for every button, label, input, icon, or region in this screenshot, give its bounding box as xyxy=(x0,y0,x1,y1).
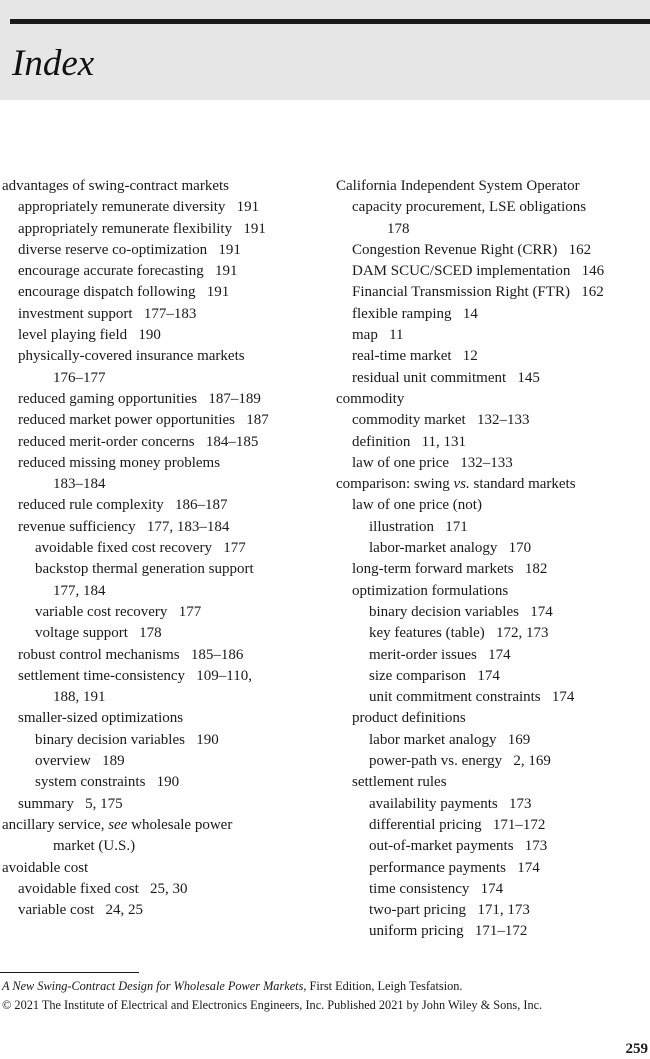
page-reference: 189 xyxy=(102,753,125,770)
page-reference: 177 xyxy=(223,540,246,557)
index-entry xyxy=(336,921,650,942)
entry-term: residual unit commitment xyxy=(352,369,507,386)
entry-term: binary decision variables xyxy=(369,603,519,620)
page-reference: 145 xyxy=(517,369,540,386)
page-reference: 109–110, xyxy=(196,667,252,684)
index-entry xyxy=(2,815,322,836)
index-entry xyxy=(2,858,322,879)
index-entry xyxy=(336,559,650,580)
entry-term: product definitions xyxy=(352,710,466,727)
index-entry xyxy=(336,794,650,815)
entry-term: backstop thermal generation support xyxy=(35,561,254,578)
page-title: Index xyxy=(12,43,95,84)
page-reference: 184–185 xyxy=(205,433,259,450)
entry-term: voltage support xyxy=(35,625,128,642)
entry-term: unit commitment constraints xyxy=(369,689,541,706)
index-entry xyxy=(2,623,322,644)
page-reference: 24, 25 xyxy=(105,902,143,919)
page-reference: 171–172 xyxy=(474,923,528,940)
entry-term: flexible ramping xyxy=(352,305,452,322)
entry-term: performance payments xyxy=(369,859,507,876)
index-entry xyxy=(2,559,322,580)
page-reference: 174 xyxy=(517,859,540,876)
index-entry xyxy=(2,410,322,431)
index-entry xyxy=(2,219,322,240)
entry-term: reduced missing money problems xyxy=(18,454,221,471)
index-entry xyxy=(2,282,322,303)
index-entry xyxy=(2,197,322,218)
index-entry-continuation xyxy=(336,219,650,240)
index-column-right xyxy=(336,176,650,943)
page-reference: 162 xyxy=(568,241,592,258)
entry-term: reduced merit-order concerns xyxy=(18,433,195,450)
index-entry xyxy=(2,325,322,346)
index-entry-continuation xyxy=(2,687,322,708)
page-reference: 171 xyxy=(445,518,468,535)
entry-term: reduced gaming opportunities xyxy=(18,390,198,407)
index-entry xyxy=(2,240,322,261)
page-reference: 190 xyxy=(156,774,180,791)
entry-term: time consistency xyxy=(369,880,470,897)
entry-term: 176–177 xyxy=(53,369,106,386)
entry-term: optimization formulations xyxy=(352,582,509,599)
entry-term: appropriately remunerate diversity xyxy=(18,199,226,216)
index-entry xyxy=(336,623,650,644)
entry-term: 188, 191 xyxy=(53,689,106,706)
entry-term: avoidable fixed cost xyxy=(18,880,139,897)
index-entry xyxy=(336,687,650,708)
page-reference: 173 xyxy=(508,795,532,812)
entry-term: law of one price (not) xyxy=(352,497,482,514)
page-reference: 171, 173 xyxy=(477,902,530,919)
page-number: 259 xyxy=(625,1041,648,1057)
see-target: wholesale power xyxy=(131,816,233,833)
entry-term: differential pricing xyxy=(369,816,482,833)
index-entry xyxy=(2,261,322,282)
index-entry-continuation xyxy=(2,368,322,389)
page-reference: 174 xyxy=(488,646,511,663)
page-reference: 14 xyxy=(462,305,478,322)
page-reference: 187–189 xyxy=(208,390,261,407)
page-reference: 177 xyxy=(178,603,202,620)
entry-term: robust control mechanisms xyxy=(18,646,180,663)
entry-term: labor market analogy xyxy=(369,731,497,748)
page-reference: 177–183 xyxy=(143,305,197,322)
page-reference: 186–187 xyxy=(175,497,228,514)
index-entry xyxy=(2,602,322,623)
index-entry xyxy=(336,815,650,836)
index-entry xyxy=(2,794,322,815)
entry-term: level playing field xyxy=(18,327,128,344)
index-entry xyxy=(336,900,650,921)
index-entry xyxy=(2,879,322,900)
index-entry xyxy=(336,879,650,900)
header-rule xyxy=(10,19,650,24)
index-entry xyxy=(2,495,322,516)
page-reference: 174 xyxy=(530,603,553,620)
index-entry xyxy=(2,900,322,921)
page-reference: 177, 183–184 xyxy=(146,518,230,535)
page-reference: 173 xyxy=(524,838,548,855)
entry-term: settlement time-consistency xyxy=(18,667,186,684)
entry-term: diverse reserve co-optimization xyxy=(18,241,208,258)
entry-term: uniform pricing xyxy=(369,923,464,940)
index-entry xyxy=(336,645,650,666)
index-entry-continuation xyxy=(2,836,322,857)
entry-term: appropriately remunerate flexibility xyxy=(18,220,233,237)
page-reference: 25, 30 xyxy=(150,880,188,897)
page-reference: 174 xyxy=(480,880,504,897)
page-reference: 191 xyxy=(218,241,241,258)
entry-term: capacity procurement, LSE obligations xyxy=(352,199,587,216)
index-entry xyxy=(336,538,650,559)
page-reference: 11 xyxy=(389,327,404,344)
index-entry xyxy=(2,666,322,687)
index-entry xyxy=(2,304,322,325)
page-reference: 191 xyxy=(214,263,238,280)
index-entry xyxy=(336,261,650,282)
page-reference: 191 xyxy=(243,220,266,237)
footer-book-title: A New Swing-Contract Design for Wholesale Power Markets xyxy=(2,979,304,993)
entry-term: smaller-sized optimizations xyxy=(18,710,184,727)
entry-term: market (U.S.) xyxy=(53,838,136,855)
index-entry xyxy=(336,602,650,623)
page-reference: 2, 169 xyxy=(513,753,551,770)
index-entry xyxy=(336,836,650,857)
entry-term: 177, 184 xyxy=(53,582,106,599)
index-entry xyxy=(336,730,650,751)
index-entry xyxy=(336,453,650,474)
entry-term: encourage accurate forecasting xyxy=(18,263,204,280)
entry-term: merit-order issues xyxy=(369,646,477,663)
index-entry xyxy=(2,708,322,729)
entry-term: variable cost recovery xyxy=(35,603,168,620)
index-entry xyxy=(336,176,650,197)
page-reference: 178 xyxy=(139,625,162,642)
entry-term: California Independent System Operator xyxy=(336,178,580,194)
page-reference: 146 xyxy=(581,263,605,280)
entry-term: avoidable cost xyxy=(2,859,89,876)
index-entry xyxy=(336,368,650,389)
entry-term: definition xyxy=(352,433,411,450)
entry-term: commodity xyxy=(336,390,405,407)
entry-term: DAM SCUC/SCED implementation xyxy=(352,263,571,280)
entry-term: advantages of swing-contract markets xyxy=(2,178,229,194)
page-reference: 174 xyxy=(551,689,575,706)
page-reference: 172, 173 xyxy=(496,625,549,642)
entry-term: power-path vs. energy xyxy=(369,753,503,770)
index-entry xyxy=(2,517,322,538)
page-reference: 191 xyxy=(206,284,230,301)
index-entry xyxy=(2,772,322,793)
index-entry xyxy=(336,389,650,410)
entry-term: availability payments xyxy=(369,795,498,812)
entry-term: Financial Transmission Right (FTR) xyxy=(352,284,570,301)
entry-term: binary decision variables xyxy=(35,731,185,748)
entry-term: key features (table) xyxy=(369,625,485,642)
entry-term: investment support xyxy=(18,305,133,322)
index-entry xyxy=(2,538,322,559)
entry-term: summary xyxy=(18,795,74,812)
page-reference: 170 xyxy=(508,540,532,557)
entry-term: real-time market xyxy=(352,348,452,365)
chapter-header xyxy=(0,0,650,100)
index-entry xyxy=(336,495,650,516)
index-entry xyxy=(2,730,322,751)
entry-term: labor-market analogy xyxy=(369,540,498,557)
page-reference: 187 xyxy=(246,412,269,429)
page-reference: 182 xyxy=(524,561,548,578)
index-entry xyxy=(336,751,650,772)
index-entry xyxy=(336,858,650,879)
index-entry xyxy=(2,645,322,666)
entry-term: out-of-market payments xyxy=(369,838,514,855)
entry-term: map xyxy=(352,327,378,344)
index-entry xyxy=(336,708,650,729)
index-entry xyxy=(336,282,650,303)
entry-term: 183–184 xyxy=(53,476,106,493)
page-reference: 132–133 xyxy=(476,412,530,429)
footer-citation xyxy=(2,978,462,994)
entry-term: reduced rule complexity xyxy=(18,497,164,514)
footnote-rule xyxy=(0,972,139,973)
index-entry xyxy=(336,304,650,325)
index-entry xyxy=(2,751,322,772)
vs-word: vs. xyxy=(453,476,470,493)
index-entry xyxy=(336,432,650,453)
entry-term: revenue sufficiency xyxy=(18,518,136,535)
page-reference: 169 xyxy=(507,731,531,748)
index-entry xyxy=(336,474,650,495)
entry-term: two-part pricing xyxy=(369,902,467,919)
page-reference: 185–186 xyxy=(190,646,244,663)
entry-term: physically-covered insurance markets xyxy=(18,348,245,365)
index-entry xyxy=(336,581,650,602)
entry-term: system constraints xyxy=(35,774,146,791)
entry-term: long-term forward markets xyxy=(352,561,514,578)
index-entry xyxy=(2,346,322,367)
entry-term: Congestion Revenue Right (CRR) xyxy=(352,241,558,258)
entry-term: variable cost xyxy=(18,902,95,919)
index-column-left xyxy=(2,176,322,921)
footer-copyright: © 2021 The Institute of Electrical and Electronics Engineers, Inc. Published 2021 by John Wiley & Sons, Inc. xyxy=(2,998,543,1012)
entry-term: law of one price xyxy=(352,454,450,471)
entry-term: 178 xyxy=(387,220,410,237)
page-reference: 190 xyxy=(196,731,219,748)
entry-term: avoidable fixed cost recovery xyxy=(35,540,213,557)
index-entry xyxy=(2,176,322,197)
index-entry xyxy=(336,772,650,793)
index-entry xyxy=(336,346,650,367)
index-entry xyxy=(2,432,322,453)
entry-term: encourage dispatch following xyxy=(18,284,196,301)
page-reference: 162 xyxy=(581,284,604,301)
page-reference: 11, 131 xyxy=(421,433,467,450)
index-entry xyxy=(336,197,650,218)
entry-term: settlement rules xyxy=(352,774,447,791)
page-reference: 5, 175 xyxy=(85,795,123,812)
page-reference: 12 xyxy=(462,348,478,365)
page-reference: 190 xyxy=(138,327,161,344)
entry-term: overview xyxy=(35,753,91,770)
index-entry xyxy=(336,517,650,538)
index-entry xyxy=(336,666,650,687)
index-entry-continuation xyxy=(2,474,322,495)
entry-term: commodity market xyxy=(352,412,466,429)
entry-term: size comparison xyxy=(369,667,467,684)
entry-term: illustration xyxy=(369,518,434,535)
index-entry xyxy=(336,325,650,346)
entry-term: comparison: swing xyxy=(336,476,450,493)
footer-edition-author: , First Edition, Leigh Tesfatsion. xyxy=(303,979,463,993)
entry-term-continued: standard markets xyxy=(473,476,576,493)
page-reference: 191 xyxy=(236,199,260,216)
page-reference: 174 xyxy=(477,667,500,684)
index-entry-continuation xyxy=(2,581,322,602)
page-reference: 132–133 xyxy=(460,454,513,471)
see-reference: see xyxy=(108,816,128,833)
page-reference: 171–172 xyxy=(492,816,546,833)
entry-term: reduced market power opportunities xyxy=(18,412,236,429)
index-entry xyxy=(336,240,650,261)
index-entry xyxy=(2,389,322,410)
index-entry xyxy=(2,453,322,474)
entry-term: ancillary service, xyxy=(2,816,105,833)
index-entry xyxy=(336,410,650,431)
